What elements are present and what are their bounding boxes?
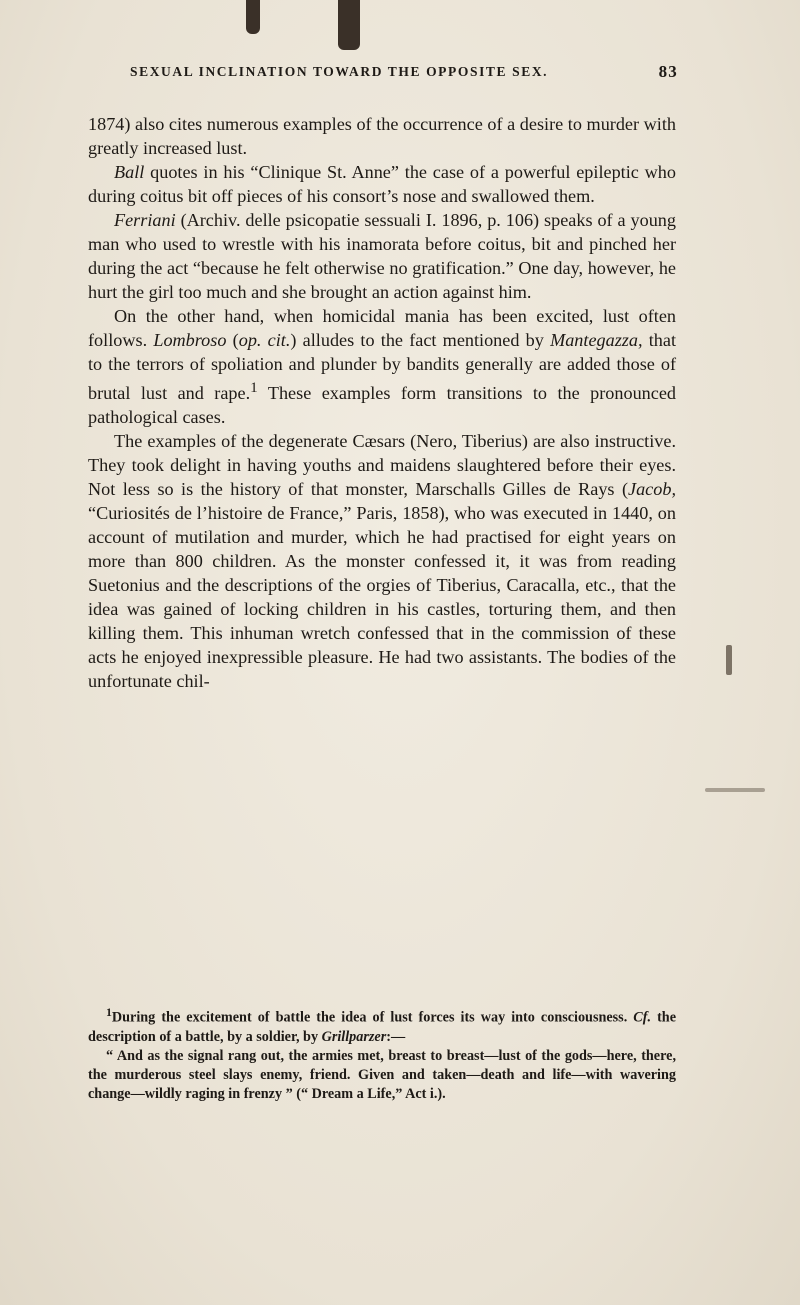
body-paragraph (88, 208, 676, 304)
running-title: SEXUAL INCLINATION TOWARD THE OPPOSITE SEX. (130, 64, 549, 79)
text-run: the description of a battle, by a soldier, by (88, 1009, 676, 1045)
italic-text: Ball (114, 162, 145, 182)
text-run: that to the terrors of spoliation and plunder by bandits generally are added those of brutal lust and rape. (88, 330, 677, 404)
page-edge-mark (338, 0, 360, 50)
body-paragraph (88, 304, 676, 429)
body-text (88, 112, 676, 693)
text-run: ) alludes to the fact mentioned by (290, 330, 551, 350)
italic-text: Jacob, (628, 479, 676, 500)
text-run: (Archiv. delle psicopatie sessuali I. 1896, p. 106) speaks of a young man who used to wrestle with his inamorata before coitus, bit and pinched her during the act “because he felt otherwise no gratification.” One day, however, he hurt the girl too much and she brought an action against him. (88, 210, 676, 302)
footnote-paragraph (88, 1047, 676, 1104)
italic-text: Ferriani (114, 210, 176, 230)
page-number: 83 (658, 62, 678, 81)
running-header (130, 62, 678, 86)
text-run: :— (386, 1028, 406, 1045)
page-blemish (726, 645, 732, 675)
body-paragraph (88, 160, 676, 208)
text-run: 1874) also cites numerous examples of the occurrence of a desire to murder with greatly increased lust. (88, 114, 676, 158)
italic-text: Lombroso (153, 330, 227, 350)
text-run: These examples form transitions to the pronounced pathological cases. (88, 383, 676, 428)
text-run: “Curiosités de l’histoire de France,” Paris, 1858), who was executed in 1440, on account of mutilation and murder, which he had practised for eight years on more than 800 children. As the monster confessed it, it was from reading Suetonius and the descriptions of the orgies of Tiberius, Caracalla, etc., that the idea was gained of locking children in his castles, torturing them, and then killing them. This inhuman wretch confessed that in the commission of these acts he enjoyed inexpressible pleasure. He had two assistants. The bodies of the unfortunate chil- (88, 503, 676, 692)
text-run: On the other hand, when homicidal mania has been excited, lust often follows. (88, 306, 676, 350)
italic-text: Mantegazza, (550, 330, 643, 350)
text-run: ( (226, 330, 239, 350)
text-run: “ And as the signal rang out, the armies met, breast to breast—lust of the gods—here, there, the murderous steel slays enemy, friend. Given and taken—death and life—with wavering change—wildly raging in frenzy ” (“ Dream a Life,” Act i.). (88, 1047, 676, 1102)
page-edge-mark (246, 0, 260, 34)
footnote-marker: 1 (250, 379, 258, 396)
body-paragraph (88, 429, 676, 693)
footnote-paragraph (88, 1003, 676, 1047)
footnote-marker: 1 (106, 1005, 112, 1019)
text-run: quotes in his “Clinique St. Anne” the case of a powerful epileptic who during coitus bit off pieces of his consort’s nose and swallowed them. (88, 162, 676, 206)
italic-text: Grillparzer (321, 1028, 387, 1045)
page-blemish (705, 788, 765, 792)
text-run: During the excitement of battle the idea of lust forces its way into consciousness. (111, 1009, 634, 1026)
body-paragraph (88, 112, 676, 160)
italic-text: Cf. (633, 1009, 652, 1026)
text-run: The examples of the degenerate Cæsars (Nero, Tiberius) are also instructive. They took delight in having youths and maidens slaughtered before their eyes. Not less so is the history of that monster, Marschalls Gilles de Rays ( (88, 431, 676, 500)
footnotes (88, 1003, 676, 1104)
italic-text: op. cit. (238, 330, 291, 350)
